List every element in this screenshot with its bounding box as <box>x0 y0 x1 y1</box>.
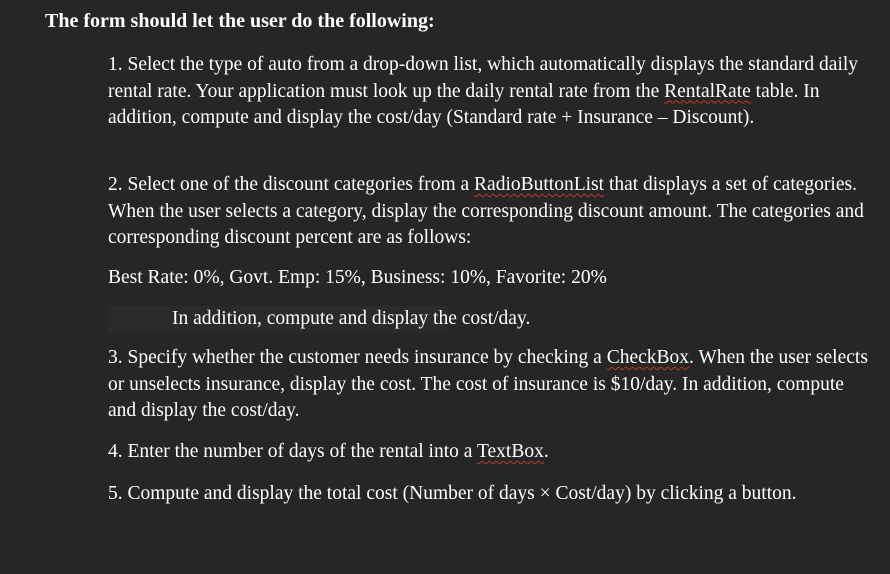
paragraph-4-term: TextBox <box>476 441 544 462</box>
paragraph-2 <box>108 172 868 252</box>
paragraph-1-term: RentalRate <box>664 80 751 102</box>
paragraph-1-text-a: 1. Select the type of auto from a drop-down list, which automatically displays the standard daily rental rate. Your application must look up the daily rental rate from the <box>108 54 863 102</box>
paragraph-2-term: RadioButtonList <box>474 174 605 195</box>
paragraph-3-text-a: 3. Specify whether the customer needs insurance by checking a <box>108 347 607 368</box>
document-heading: The form should let the user do the following: <box>45 10 435 32</box>
paragraph-3-text-b: . When the user selects or unselects insurance, display the cost. The cost of insurance is $10/day. In addition, compute and display the cost/day. <box>108 347 873 421</box>
paragraph-3 <box>108 345 873 425</box>
paragraph-5: 5. Compute and display the total cost (Number of days × Cost/day) by clicking a button. <box>108 483 797 504</box>
discount-rates-line: Best Rate: 0%, Govt. Emp: 15%, Business: 10%, Favorite: 20% <box>108 267 607 288</box>
paragraph-2-text-b: that displays a set of categories. When the user selects a category, display the corresponding discount amount. The categories and corresponding discount percent are as follows: <box>108 174 869 248</box>
paragraph-4-text-b: . <box>543 441 549 462</box>
indented-line: In addition, compute and display the cost/day. <box>172 308 531 329</box>
paragraph-3-term: CheckBox <box>606 347 690 368</box>
paragraph-1 <box>108 52 868 132</box>
paragraph-4 <box>108 439 868 466</box>
paragraph-1-text-b: table. In addition, compute and display the cost/day (Standard rate + Insurance – Discount). <box>108 80 825 128</box>
paragraph-2-text-a: 2. Select one of the discount categories from a <box>108 174 475 195</box>
paragraph-4-text-a: 4. Enter the number of days of the rental into a <box>108 441 477 462</box>
